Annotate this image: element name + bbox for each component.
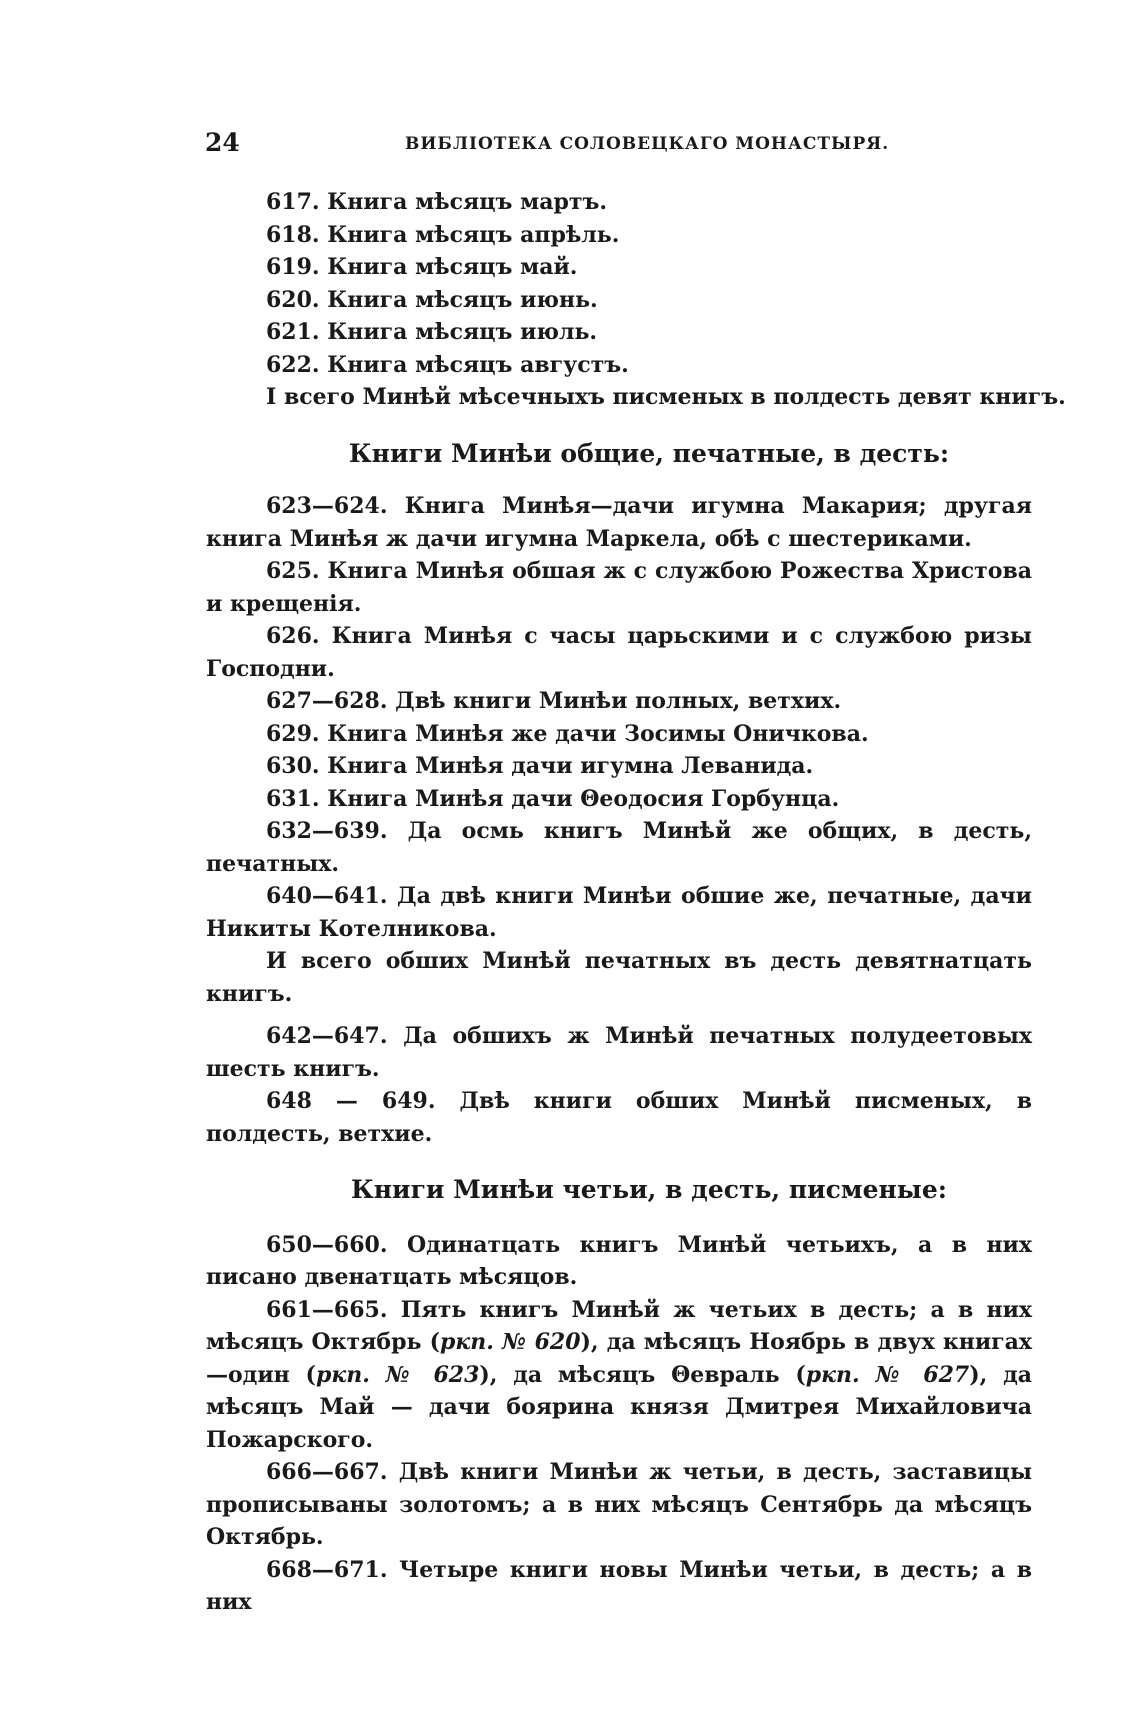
manuscript-ref: ркп. № 627	[805, 1361, 970, 1388]
catalog-entry: 640—641. Да двѣ книги Минѣи обшие же, печатные, дачи Никиты Котелникова.	[206, 883, 1032, 942]
list-item: 619. Книга мѣсяцъ май.	[266, 254, 578, 280]
entry-text: ), да мѣсяцъ Ноябрь в двух книгах—один (	[206, 1329, 1032, 1388]
entry-text: 661—665. Пять книгъ Минѣй ж четьих в десть; а в них мѣсяцъ Октябрь (	[206, 1296, 1032, 1355]
entry-text: ), да мѣсяцъ Θевраль (	[479, 1361, 806, 1388]
manuscript-ref: ркп. № 620	[439, 1329, 581, 1355]
list-item: 622. Книга мѣсяцъ августъ.	[266, 351, 629, 378]
catalog-entry: 632—639. Да осмь книгъ Минѣй же общих, в десть, печатных.	[206, 818, 1032, 877]
catalog-entry: 623—624. Книга Минѣя—дачи игумна Макария; другая книга Минѣя ж дачи игумна Маркела, обѣ с шестериками.	[206, 493, 1032, 552]
catalog-entry	[206, 1294, 1032, 1457]
spacer	[206, 1010, 1032, 1020]
page-number: 24	[205, 128, 240, 157]
catalog-entry: 650—660. Одинатцать книгъ Минѣй четьихъ, а в них писано двенатцать мѣсяцов.	[206, 1231, 1032, 1290]
list-item: 618. Книга мѣсяцъ апрѣль.	[266, 221, 620, 248]
list-item: 621. Книга мѣсяцъ июль.	[266, 319, 598, 345]
catalog-entry: 625. Книга Минѣя обшая ж с службою Рожества Христова и крещенiя.	[206, 558, 1032, 617]
entry-text: ), да мѣсяцъ Май — дачи боярина князя Дмитрея Михайловича Пожарского.	[206, 1361, 1032, 1453]
catalog-entry: 666—667. Двѣ книги Минѣи ж четьи, в десть, заставицы прописываны золотомъ; а в них мѣсяцъ Сентябрь да мѣсяцъ Октябрь.	[206, 1459, 1032, 1550]
list-item: 617. Книга мѣсяцъ мартъ.	[266, 189, 607, 215]
manuscript-ref: ркп. № 623	[315, 1361, 480, 1388]
section-heading: Книги Минѣи четьи, в десть, писменые:	[350, 1175, 947, 1204]
catalog-entry: 631. Книга Минѣя дачи Θеодосия Горбунца.	[266, 785, 840, 812]
list-total: I всего Минѣй мѣсечныхъ писменых в полдесть девят книгъ.	[266, 384, 1066, 410]
page-body	[206, 186, 1066, 1619]
catalog-entry: 668—671. Четыре книги новы Минѣи четьи, в десть; а в них	[206, 1556, 1032, 1615]
catalog-entry: 642—647. Да обшихъ ж Минѣй печатных полудеетовых шесть книгъ.	[206, 1023, 1032, 1082]
catalog-entry: 627—628. Двѣ книги Минѣи полных, ветхих.	[266, 688, 842, 714]
catalog-entry: 626. Книга Минѣя с часы царьскими и с службою ризы Господни.	[206, 623, 1032, 682]
catalog-entry: 629. Книга Минѣя же дачи Зосимы Оничкова.	[266, 720, 869, 747]
running-title: ВИБЛIОТЕКА СОЛОВЕЦКАГО МОНАСТЫРЯ.	[405, 134, 890, 154]
section-heading: Книги Минѣи общие, печатные, в десть:	[348, 438, 950, 468]
page-header	[205, 128, 1035, 158]
section-total: И всего обших Минѣй печатных въ десть девятнатцать книгъ.	[206, 948, 1032, 1007]
list-item: 620. Книга мѣсяцъ июнь.	[266, 286, 598, 313]
catalog-entry: 630. Книга Минѣя дачи игумна Леванида.	[266, 753, 814, 779]
catalog-entry: 648 — 649. Двѣ книги обших Минѣй писменых, в полдесть, ветхие.	[206, 1088, 1032, 1147]
